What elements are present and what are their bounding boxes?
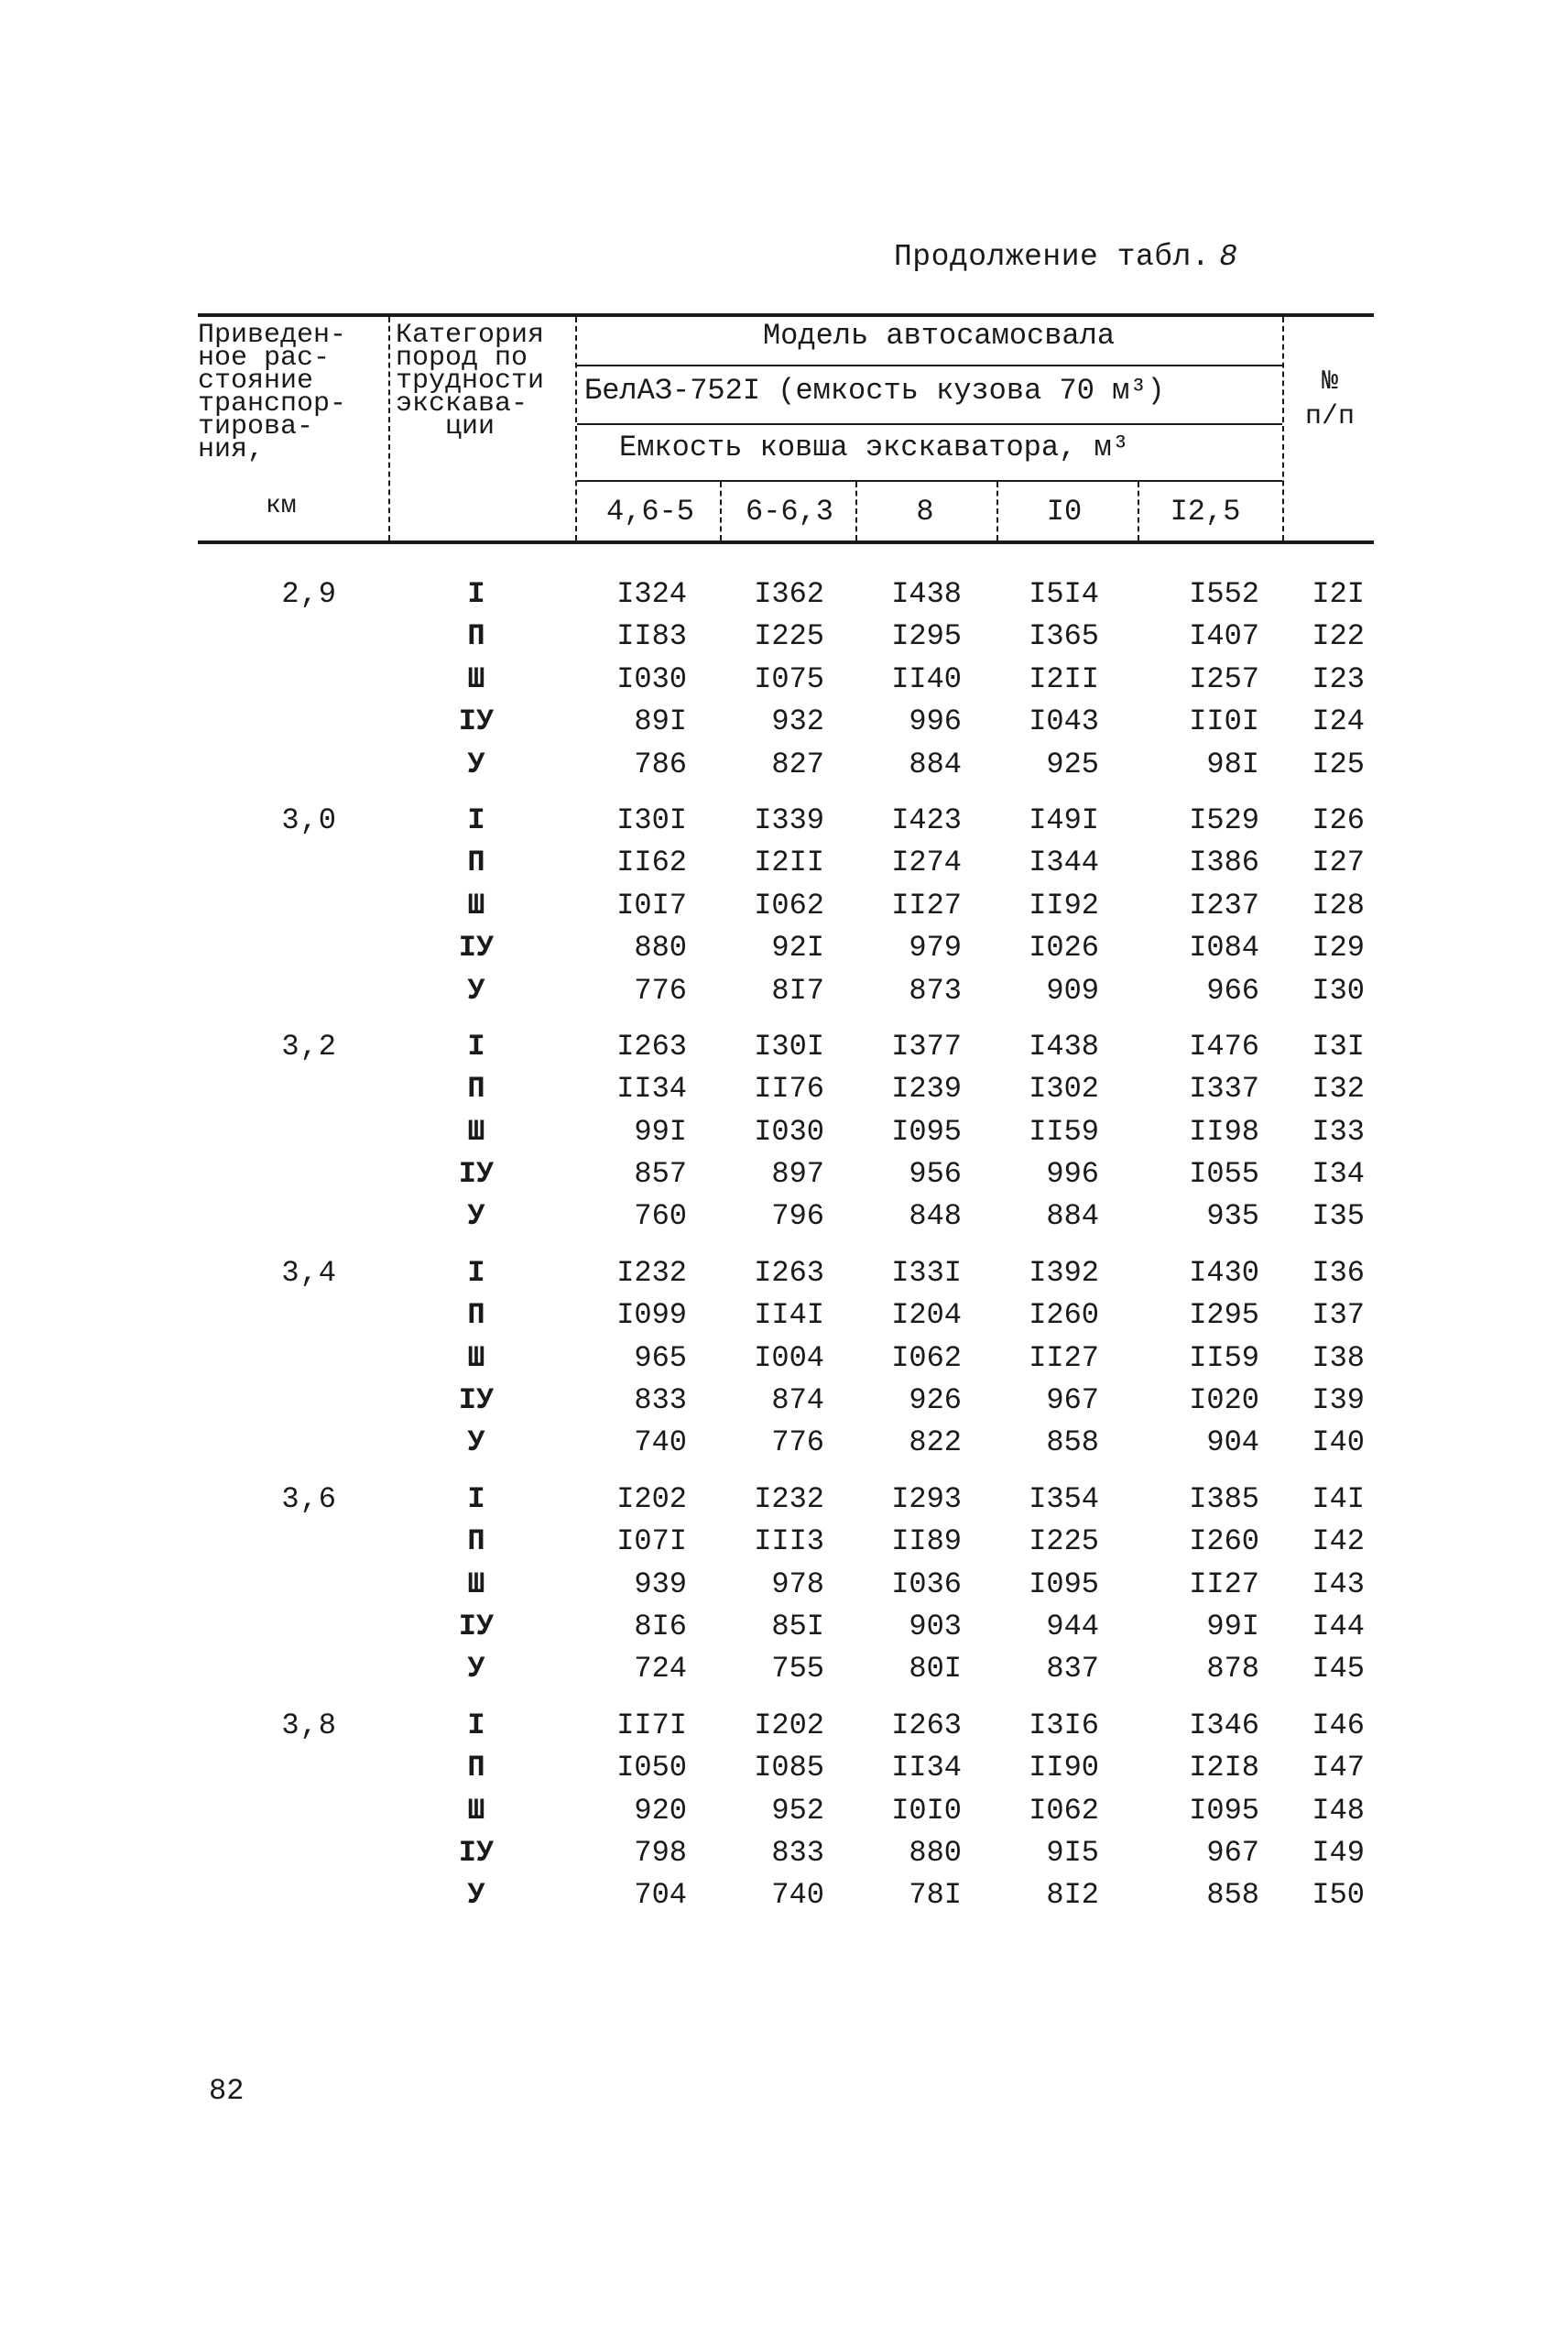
value-cell: I257 bbox=[1189, 661, 1259, 696]
value-cell: 935 bbox=[1206, 1199, 1259, 1234]
value-cell: II7I bbox=[616, 1708, 687, 1742]
value-cell: 878 bbox=[1206, 1652, 1259, 1686]
row-number-cell: I33 bbox=[1312, 1114, 1365, 1149]
value-cell: 98I bbox=[1206, 747, 1259, 781]
distance-cell: 3,8 bbox=[281, 1708, 337, 1742]
value-cell: I232 bbox=[754, 1481, 824, 1516]
value-cell: I263 bbox=[616, 1029, 687, 1064]
value-cell: II62 bbox=[616, 846, 687, 880]
value-cell: II59 bbox=[1029, 1114, 1099, 1149]
capacity-divider-4 bbox=[1138, 482, 1139, 540]
value-cell: I095 bbox=[891, 1114, 962, 1149]
table-row bbox=[0, 662, 1568, 704]
value-cell: I2I8 bbox=[1189, 1751, 1259, 1785]
value-cell: 92I bbox=[771, 931, 824, 966]
value-cell: 978 bbox=[771, 1566, 824, 1601]
value-cell: II59 bbox=[1189, 1340, 1259, 1375]
value-cell: 740 bbox=[634, 1425, 687, 1460]
value-cell: 724 bbox=[634, 1652, 687, 1686]
value-cell: 979 bbox=[909, 931, 962, 966]
row-number-cell: I3I bbox=[1312, 1029, 1365, 1064]
row-number-cell: I2I bbox=[1312, 577, 1365, 611]
value-cell: II34 bbox=[616, 1072, 687, 1107]
value-cell: I0I7 bbox=[616, 888, 687, 922]
value-cell: 920 bbox=[634, 1793, 687, 1828]
value-cell: II76 bbox=[754, 1072, 824, 1107]
value-cell: 822 bbox=[909, 1425, 962, 1460]
value-cell: I2II bbox=[754, 846, 824, 880]
value-cell: I202 bbox=[754, 1708, 824, 1742]
value-cell: I07I bbox=[616, 1524, 687, 1559]
value-cell: I004 bbox=[754, 1340, 824, 1375]
row-number-cell: I23 bbox=[1312, 661, 1365, 696]
value-cell: 786 bbox=[634, 747, 687, 781]
distance-cell: 3,6 bbox=[281, 1481, 337, 1516]
table-body bbox=[0, 577, 1568, 1921]
value-cell: I026 bbox=[1029, 931, 1099, 966]
value-cell: 858 bbox=[1046, 1425, 1099, 1460]
category-cell: I bbox=[467, 1481, 485, 1516]
value-cell: 704 bbox=[634, 1878, 687, 1913]
distance-cell: 3,2 bbox=[281, 1029, 337, 1064]
caption-table-number: 8 bbox=[1219, 240, 1238, 274]
value-cell: I0I0 bbox=[891, 1793, 962, 1828]
value-cell: II27 bbox=[1189, 1566, 1259, 1601]
value-cell: I365 bbox=[1029, 619, 1099, 654]
value-cell: 996 bbox=[1046, 1157, 1099, 1192]
row-number-cell: I50 bbox=[1312, 1878, 1365, 1913]
category-cell: П bbox=[467, 1524, 485, 1559]
category-cell: IУ bbox=[458, 1835, 495, 1870]
row-number-cell: I39 bbox=[1312, 1383, 1365, 1418]
table-row bbox=[0, 846, 1568, 888]
row-number-cell: I32 bbox=[1312, 1072, 1365, 1107]
distance-cell: 2,9 bbox=[281, 577, 337, 611]
row-number-cell: I43 bbox=[1312, 1566, 1365, 1601]
value-cell: I30I bbox=[616, 802, 687, 837]
table-row bbox=[0, 1610, 1568, 1652]
value-cell: I062 bbox=[891, 1340, 962, 1375]
header-capacity-4: I0 bbox=[1046, 495, 1083, 529]
table-row bbox=[0, 1425, 1568, 1468]
value-cell: I339 bbox=[754, 802, 824, 837]
value-cell: 904 bbox=[1206, 1425, 1259, 1460]
value-cell: I095 bbox=[1029, 1566, 1099, 1601]
category-cell: У bbox=[467, 1652, 485, 1686]
capacity-divider-2 bbox=[855, 482, 857, 540]
table-row bbox=[0, 1199, 1568, 1241]
category-cell: П bbox=[467, 1298, 485, 1333]
header-row-number: № п/п bbox=[1304, 366, 1355, 432]
value-cell: 837 bbox=[1046, 1652, 1099, 1686]
value-cell: 925 bbox=[1046, 747, 1099, 781]
value-cell: II92 bbox=[1029, 888, 1099, 922]
value-cell: 99I bbox=[1206, 1609, 1259, 1643]
value-cell: II40 bbox=[891, 661, 962, 696]
value-cell: I043 bbox=[1029, 704, 1099, 739]
value-cell: 755 bbox=[771, 1652, 824, 1686]
table-row bbox=[0, 803, 1568, 846]
value-cell: I438 bbox=[1029, 1029, 1099, 1064]
value-cell: II90 bbox=[1029, 1751, 1099, 1785]
value-cell: I430 bbox=[1189, 1255, 1259, 1290]
row-number-cell: I44 bbox=[1312, 1609, 1365, 1643]
header-capacity-1: 4,6-5 bbox=[605, 495, 694, 529]
value-cell: 965 bbox=[634, 1340, 687, 1375]
value-cell: I062 bbox=[754, 888, 824, 922]
header-bucket: Емкость ковша экскаватора, м³ bbox=[619, 431, 1129, 464]
category-cell: IУ bbox=[458, 1609, 495, 1643]
value-cell: I385 bbox=[1189, 1481, 1259, 1516]
table-row bbox=[0, 1072, 1568, 1114]
table-row bbox=[0, 1298, 1568, 1340]
value-cell: I239 bbox=[891, 1072, 962, 1107]
table-row bbox=[0, 1567, 1568, 1610]
category-cell: У bbox=[467, 973, 485, 1008]
value-cell: 884 bbox=[909, 747, 962, 781]
value-cell: I552 bbox=[1189, 577, 1259, 611]
value-cell: I030 bbox=[754, 1114, 824, 1149]
value-cell: I084 bbox=[1189, 931, 1259, 966]
header-top-rule bbox=[198, 313, 1374, 317]
value-cell: II83 bbox=[616, 619, 687, 654]
row-number-cell: I30 bbox=[1312, 973, 1365, 1008]
value-cell: I075 bbox=[754, 661, 824, 696]
value-cell: I438 bbox=[891, 577, 962, 611]
row-number-cell: I34 bbox=[1312, 1157, 1365, 1192]
table-row bbox=[0, 1115, 1568, 1157]
header-rule-model bbox=[577, 365, 1282, 366]
row-number-cell: I37 bbox=[1312, 1298, 1365, 1333]
value-cell: I085 bbox=[754, 1751, 824, 1785]
header-divider-2 bbox=[575, 317, 577, 540]
value-cell: I204 bbox=[891, 1298, 962, 1333]
group-spacer bbox=[0, 1242, 1568, 1256]
category-cell: IУ bbox=[458, 1383, 495, 1418]
value-cell: 909 bbox=[1046, 973, 1099, 1008]
value-cell: I274 bbox=[891, 846, 962, 880]
group-spacer bbox=[0, 1695, 1568, 1708]
category-cell: П bbox=[467, 1072, 485, 1107]
group-spacer bbox=[0, 1016, 1568, 1030]
header-divider-1 bbox=[388, 317, 390, 540]
value-cell: I055 bbox=[1189, 1157, 1259, 1192]
table-row bbox=[0, 1751, 1568, 1793]
value-cell: 926 bbox=[909, 1383, 962, 1418]
value-cell: II27 bbox=[891, 888, 962, 922]
value-cell: I2II bbox=[1029, 661, 1099, 696]
row-number-cell: I26 bbox=[1312, 802, 1365, 837]
value-cell: 956 bbox=[909, 1157, 962, 1192]
value-cell: I302 bbox=[1029, 1072, 1099, 1107]
header-rule-truck bbox=[577, 423, 1282, 425]
value-cell: I3I6 bbox=[1029, 1708, 1099, 1742]
capacity-divider-3 bbox=[996, 482, 998, 540]
category-cell: IУ bbox=[458, 704, 495, 739]
value-cell: I260 bbox=[1029, 1298, 1099, 1333]
value-cell: 776 bbox=[634, 973, 687, 1008]
value-cell: I5I4 bbox=[1029, 577, 1099, 611]
row-number-cell: I42 bbox=[1312, 1524, 1365, 1559]
value-cell: I030 bbox=[616, 661, 687, 696]
header-model: Модель автосамосвала bbox=[762, 319, 1116, 353]
category-cell: П bbox=[467, 619, 485, 654]
row-number-cell: I4I bbox=[1312, 1481, 1365, 1516]
header-capacity-5: I2,5 bbox=[1170, 495, 1241, 529]
table-row bbox=[0, 1794, 1568, 1836]
value-cell: I225 bbox=[1029, 1524, 1099, 1559]
category-cell: I bbox=[467, 1255, 485, 1290]
value-cell: I062 bbox=[1029, 1793, 1099, 1828]
row-number-cell: I36 bbox=[1312, 1255, 1365, 1290]
value-cell: 967 bbox=[1206, 1835, 1259, 1870]
value-cell: I423 bbox=[891, 802, 962, 837]
value-cell: 833 bbox=[634, 1383, 687, 1418]
table-row bbox=[0, 577, 1568, 619]
value-cell: I324 bbox=[616, 577, 687, 611]
category-cell: Ш bbox=[467, 1793, 485, 1828]
row-number-cell: I22 bbox=[1312, 619, 1365, 654]
value-cell: I362 bbox=[754, 577, 824, 611]
row-number-cell: I38 bbox=[1312, 1340, 1365, 1375]
row-number-cell: I47 bbox=[1312, 1751, 1365, 1785]
value-cell: I260 bbox=[1189, 1524, 1259, 1559]
value-cell: 798 bbox=[634, 1835, 687, 1870]
value-cell: 903 bbox=[909, 1609, 962, 1643]
table-caption bbox=[894, 240, 1237, 274]
header-bottom-rule bbox=[198, 540, 1374, 544]
value-cell: I020 bbox=[1189, 1383, 1259, 1418]
value-cell: I099 bbox=[616, 1298, 687, 1333]
caption-text: Продолжение табл. bbox=[894, 240, 1211, 274]
value-cell: I237 bbox=[1189, 888, 1259, 922]
category-cell: П bbox=[467, 846, 485, 880]
category-cell: У bbox=[467, 1199, 485, 1234]
value-cell: 760 bbox=[634, 1199, 687, 1234]
table-row bbox=[0, 1482, 1568, 1524]
category-cell: Ш bbox=[467, 661, 485, 696]
value-cell: 967 bbox=[1046, 1383, 1099, 1418]
distance-cell: 3,0 bbox=[281, 802, 337, 837]
category-cell: Ш bbox=[467, 888, 485, 922]
value-cell: I30I bbox=[754, 1029, 824, 1064]
table-row bbox=[0, 974, 1568, 1016]
table-row bbox=[0, 931, 1568, 973]
value-cell: 740 bbox=[771, 1878, 824, 1913]
header-rule-bucket bbox=[577, 480, 1282, 482]
value-cell: I392 bbox=[1029, 1255, 1099, 1290]
header-distance: Приведен- ное рас- стояние транспор- тирова- ния, bbox=[198, 320, 347, 465]
value-cell: 848 bbox=[909, 1199, 962, 1234]
category-cell: Ш bbox=[467, 1340, 485, 1375]
value-cell: 996 bbox=[909, 704, 962, 739]
value-cell: 99I bbox=[634, 1114, 687, 1149]
value-cell: I354 bbox=[1029, 1481, 1099, 1516]
value-cell: 952 bbox=[771, 1793, 824, 1828]
table-row bbox=[0, 1030, 1568, 1072]
value-cell: I225 bbox=[754, 619, 824, 654]
table-row bbox=[0, 748, 1568, 790]
category-cell: У bbox=[467, 747, 485, 781]
row-number-cell: I27 bbox=[1312, 846, 1365, 880]
value-cell: 932 bbox=[771, 704, 824, 739]
row-number-cell: I35 bbox=[1312, 1199, 1365, 1234]
group-spacer bbox=[0, 1468, 1568, 1482]
table-row bbox=[0, 1652, 1568, 1694]
value-cell: 833 bbox=[771, 1835, 824, 1870]
value-cell: I036 bbox=[891, 1566, 962, 1601]
category-cell: IУ bbox=[458, 931, 495, 966]
row-number-cell: I28 bbox=[1312, 888, 1365, 922]
value-cell: I529 bbox=[1189, 802, 1259, 837]
value-cell: 966 bbox=[1206, 973, 1259, 1008]
value-cell: 8I6 bbox=[634, 1609, 687, 1643]
category-cell: IУ bbox=[458, 1157, 495, 1192]
row-number-cell: I25 bbox=[1312, 747, 1365, 781]
category-cell: I bbox=[467, 802, 485, 837]
value-cell: II27 bbox=[1029, 1340, 1099, 1375]
value-cell: 858 bbox=[1206, 1878, 1259, 1913]
value-cell: 874 bbox=[771, 1383, 824, 1418]
table-row bbox=[0, 1878, 1568, 1920]
value-cell: 939 bbox=[634, 1566, 687, 1601]
table-row bbox=[0, 1256, 1568, 1298]
table-row bbox=[0, 1383, 1568, 1425]
row-number-cell: I45 bbox=[1312, 1652, 1365, 1686]
value-cell: I49I bbox=[1029, 802, 1099, 837]
category-cell: Ш bbox=[467, 1566, 485, 1601]
category-cell: П bbox=[467, 1751, 485, 1785]
table-row bbox=[0, 1341, 1568, 1383]
header-capacity-3: 8 bbox=[916, 495, 934, 529]
value-cell: 796 bbox=[771, 1199, 824, 1234]
table-row bbox=[0, 619, 1568, 661]
value-cell: II0I bbox=[1189, 704, 1259, 739]
table-row bbox=[0, 704, 1568, 747]
header-divider-3 bbox=[1282, 317, 1284, 540]
value-cell: II4I bbox=[754, 1298, 824, 1333]
header-capacity-2: 6-6,3 bbox=[745, 495, 833, 529]
value-cell: I295 bbox=[1189, 1298, 1259, 1333]
category-cell: I bbox=[467, 1029, 485, 1064]
value-cell: I386 bbox=[1189, 846, 1259, 880]
table-row bbox=[0, 1524, 1568, 1566]
category-cell: У bbox=[467, 1425, 485, 1460]
table-row bbox=[0, 1157, 1568, 1199]
value-cell: I407 bbox=[1189, 619, 1259, 654]
value-cell: 78I bbox=[909, 1878, 962, 1913]
value-cell: 9I5 bbox=[1046, 1835, 1099, 1870]
value-cell: 857 bbox=[634, 1157, 687, 1192]
value-cell: I050 bbox=[616, 1751, 687, 1785]
capacity-divider-1 bbox=[720, 482, 722, 540]
value-cell: 880 bbox=[634, 931, 687, 966]
value-cell: I263 bbox=[754, 1255, 824, 1290]
group-spacer bbox=[0, 790, 1568, 803]
value-cell: 8I2 bbox=[1046, 1878, 1099, 1913]
header-category: Категория пород по трудности экскава- ции bbox=[396, 320, 545, 442]
value-cell: I095 bbox=[1189, 1793, 1259, 1828]
distance-cell: 3,4 bbox=[281, 1255, 337, 1290]
row-number-cell: I29 bbox=[1312, 931, 1365, 966]
value-cell: 8I7 bbox=[771, 973, 824, 1008]
value-cell: III3 bbox=[754, 1524, 824, 1559]
table-row bbox=[0, 1836, 1568, 1878]
row-number-cell: I24 bbox=[1312, 704, 1365, 739]
value-cell: I476 bbox=[1189, 1029, 1259, 1064]
value-cell: 80I bbox=[909, 1652, 962, 1686]
category-cell: I bbox=[467, 1708, 485, 1742]
value-cell: II89 bbox=[891, 1524, 962, 1559]
value-cell: I33I bbox=[891, 1255, 962, 1290]
value-cell: 873 bbox=[909, 973, 962, 1008]
category-cell: I bbox=[467, 577, 485, 611]
value-cell: I293 bbox=[891, 1481, 962, 1516]
header-truck: БелАЗ-752I (емкость кузова 70 м³) bbox=[584, 374, 1165, 408]
value-cell: 897 bbox=[771, 1157, 824, 1192]
value-cell: 89I bbox=[634, 704, 687, 739]
value-cell: II98 bbox=[1189, 1114, 1259, 1149]
table-row bbox=[0, 1708, 1568, 1751]
value-cell: 944 bbox=[1046, 1609, 1099, 1643]
category-cell: Ш bbox=[467, 1114, 485, 1149]
header-distance-unit: км bbox=[266, 492, 297, 520]
value-cell: I232 bbox=[616, 1255, 687, 1290]
value-cell: II34 bbox=[891, 1751, 962, 1785]
table-row bbox=[0, 889, 1568, 931]
value-cell: 85I bbox=[771, 1609, 824, 1643]
value-cell: 827 bbox=[771, 747, 824, 781]
row-number-cell: I49 bbox=[1312, 1835, 1365, 1870]
row-number-cell: I40 bbox=[1312, 1425, 1365, 1460]
value-cell: 880 bbox=[909, 1835, 962, 1870]
row-number-cell: I48 bbox=[1312, 1793, 1365, 1828]
value-cell: I346 bbox=[1189, 1708, 1259, 1742]
value-cell: 884 bbox=[1046, 1199, 1099, 1234]
row-number-cell: I46 bbox=[1312, 1708, 1365, 1742]
page-number: 82 bbox=[209, 2074, 245, 2108]
category-cell: У bbox=[467, 1878, 485, 1913]
value-cell: I295 bbox=[891, 619, 962, 654]
value-cell: I344 bbox=[1029, 846, 1099, 880]
value-cell: I337 bbox=[1189, 1072, 1259, 1107]
value-cell: I263 bbox=[891, 1708, 962, 1742]
value-cell: I377 bbox=[891, 1029, 962, 1064]
value-cell: 776 bbox=[771, 1425, 824, 1460]
value-cell: I202 bbox=[616, 1481, 687, 1516]
